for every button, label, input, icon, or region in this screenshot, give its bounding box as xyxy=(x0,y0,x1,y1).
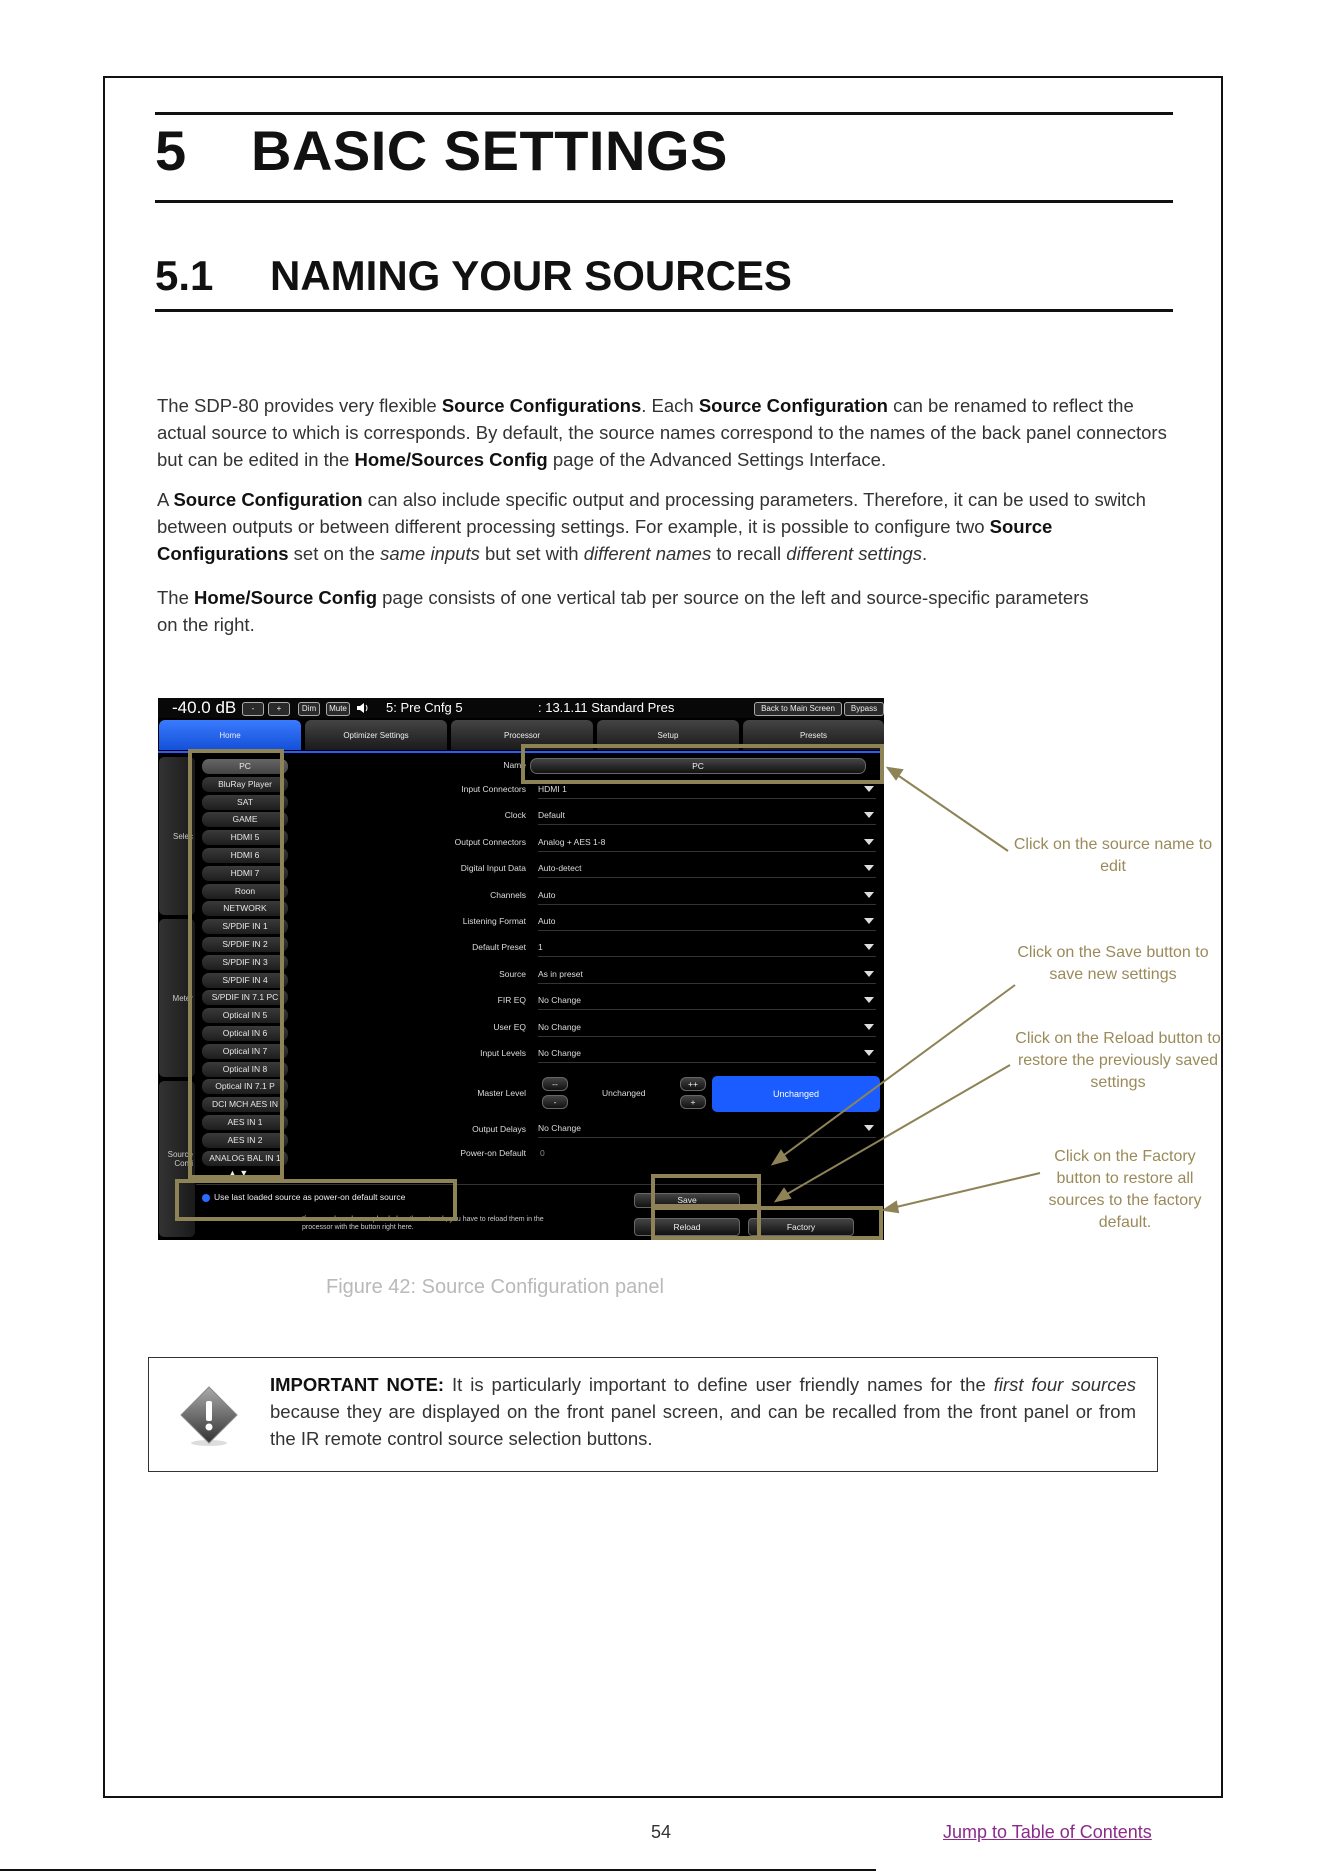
dim-button[interactable]: Dim xyxy=(298,702,320,716)
page-number: 54 xyxy=(651,1822,672,1842)
master-plus-plus-button[interactable]: ++ xyxy=(680,1077,706,1091)
master-minus-button[interactable]: - xyxy=(542,1095,568,1109)
source-item[interactable]: NETWORK xyxy=(202,901,288,916)
source-item[interactable]: Optical IN 6 xyxy=(202,1026,288,1041)
param-select[interactable]: No Change xyxy=(538,1018,876,1037)
source-item[interactable]: HDMI 5 xyxy=(202,830,288,845)
power-on-default-value: 0 xyxy=(540,1148,545,1158)
param-select[interactable]: No Change xyxy=(538,991,876,1010)
master-unchanged-button[interactable]: Unchanged xyxy=(712,1076,880,1112)
tab-processor[interactable]: Processor xyxy=(451,720,593,750)
param-label: User EQ xyxy=(493,1021,526,1032)
paragraph-1: The SDP-80 provides very flexible Source Configurations. Each Source Configuration can be renamed to reflect the actual source to which is corresponds. By default, the source names correspond to the names of the back panel connectors but can be edited in the Home/Sources Config page of the Advanced Settings Interface. xyxy=(157,395,1167,470)
volume-down-button[interactable]: - xyxy=(242,702,264,716)
save-button[interactable]: Save xyxy=(634,1193,740,1208)
param-label: Output Connectors xyxy=(454,836,526,847)
name-label: Name xyxy=(503,760,526,770)
source-item[interactable]: S/PDIF IN 7.1 PC xyxy=(202,990,288,1005)
param-label: Digital Input Data xyxy=(460,863,526,874)
source-item[interactable]: AES IN 1 xyxy=(202,1115,288,1130)
important-note xyxy=(148,1357,1158,1472)
source-item[interactable]: DCI MCH AES IN xyxy=(202,1097,288,1112)
source-item[interactable]: S/PDIF IN 2 xyxy=(202,937,288,952)
source-item[interactable]: SAT xyxy=(202,795,288,810)
volume-readout: -40.0 dB xyxy=(172,698,237,717)
output-delays-select[interactable]: No Change xyxy=(538,1119,876,1138)
param-select[interactable]: Auto xyxy=(538,912,876,931)
back-to-main-button[interactable]: Back to Main Screen xyxy=(754,702,842,716)
param-select[interactable]: HDMI 1 xyxy=(538,780,876,799)
source-item[interactable]: HDMI 7 xyxy=(202,866,288,881)
reload-info-text: If sources have been uploaded on the network, you have to reload them in the processor with the button right here. xyxy=(302,1216,544,1231)
scroll-arrows-icon[interactable]: ▲ ▼ xyxy=(228,1168,249,1178)
param-label: FIR EQ xyxy=(497,995,526,1006)
callout-reload: Click on the Reload button to restore the previously saved settings xyxy=(1015,1030,1221,1091)
source-item[interactable]: GAME xyxy=(202,812,288,827)
param-label: Listening Format xyxy=(462,916,526,926)
chapter-heading: 5 BASIC SETTINGS xyxy=(155,119,728,182)
figure-caption: Figure 42: Source Configuration panel xyxy=(326,1276,664,1298)
factory-button[interactable]: Factory xyxy=(748,1218,854,1236)
param-select[interactable]: As in preset xyxy=(538,965,876,984)
param-select[interactable]: No Change xyxy=(538,1044,876,1063)
param-select[interactable]: 1 xyxy=(538,938,876,957)
param-select[interactable]: Auto xyxy=(538,886,876,905)
master-plus-button[interactable]: + xyxy=(680,1095,706,1109)
callout-save: Click on the Save button to save new settings xyxy=(1017,944,1209,983)
tab-presets[interactable]: Presets xyxy=(743,720,884,750)
side-tab-source-config[interactable]: Source Confi xyxy=(159,1081,195,1237)
source-item[interactable]: PC xyxy=(202,759,288,774)
paragraph-2: A Source Configuration can also include specific output and processing parameters. Therefore, it can be used to switch between outputs or between different processing settings. For example, it is possible to configure two Source Configurations set on the same inputs but set with different names to recall different settings. xyxy=(157,489,1146,564)
param-label: Input Levels xyxy=(480,1048,526,1058)
param-select[interactable]: Default xyxy=(538,806,876,825)
source-item[interactable]: Optical IN 7 xyxy=(202,1044,288,1059)
callout-factory: Click on the Factory button to restore all sources to the factory default. xyxy=(1048,1148,1202,1231)
source-item[interactable]: Roon xyxy=(202,884,288,899)
param-label: Default Preset xyxy=(472,942,526,953)
master-level-label: Master Level xyxy=(477,1088,526,1098)
master-minus-minus-button[interactable]: -- xyxy=(542,1077,568,1091)
tab-setup[interactable]: Setup xyxy=(597,720,739,750)
bypass-button[interactable]: Bypass xyxy=(844,702,884,716)
source-item[interactable]: HDMI 6 xyxy=(202,848,288,863)
power-on-checkbox-label: Use last loaded source as power-on default source xyxy=(214,1192,406,1202)
param-select[interactable]: Auto-detect xyxy=(538,859,876,878)
source-name-field[interactable]: PC xyxy=(530,758,866,774)
source-item[interactable]: AES IN 2 xyxy=(202,1133,288,1148)
param-label: Source xyxy=(499,968,526,979)
source-item[interactable]: Optical IN 5 xyxy=(202,1008,288,1023)
note-text: IMPORTANT NOTE: It is particularly important to define user friendly names for the first four sources because they are displayed on the front panel screen, and can be recalled from the front panel or from the IR remote control source selection buttons. xyxy=(270,1374,1136,1449)
reload-button[interactable]: Reload xyxy=(634,1218,740,1236)
callout-source-name: Click on the source name to edit xyxy=(1013,836,1213,875)
source-item[interactable]: S/PDIF IN 3 xyxy=(202,955,288,970)
source-item[interactable]: Optical IN 8 xyxy=(202,1062,288,1077)
source-item[interactable]: S/PDIF IN 1 xyxy=(202,919,288,934)
output-delays-label: Output Delays xyxy=(472,1124,526,1134)
warning-icon xyxy=(179,1385,239,1445)
param-label: Clock xyxy=(504,810,526,821)
current-config: 5: Pre Cnfg 5 xyxy=(386,700,463,715)
param-select[interactable]: Analog + AES 1-8 xyxy=(538,833,876,852)
footer-rule xyxy=(0,1869,876,1871)
volume-up-button[interactable]: + xyxy=(268,702,290,716)
current-preset: : 13.1.11 Standard Pres xyxy=(538,700,675,715)
side-tab-meter[interactable]: Meter xyxy=(159,919,195,1077)
mute-button[interactable]: Mute xyxy=(326,702,350,716)
master-level-value: Unchanged xyxy=(602,1088,646,1098)
source-item[interactable]: S/PDIF IN 4 xyxy=(202,973,288,988)
section-heading: 5.1 NAMING YOUR SOURCES xyxy=(155,252,792,299)
side-tab-select[interactable]: Selec xyxy=(159,757,195,915)
paragraph-3: The Home/Source Config page consists of one vertical tab per source on the left and source-specific parameters on the right. xyxy=(157,587,1089,635)
tab-optimizer[interactable]: Optimizer Settings xyxy=(305,720,447,750)
source-item[interactable]: ANALOG BAL IN 1 xyxy=(202,1151,288,1166)
source-item[interactable]: Optical IN 7.1 P xyxy=(202,1079,288,1094)
param-label: Channels xyxy=(490,889,526,900)
tab-home[interactable]: Home xyxy=(159,720,301,750)
param-label: Input Connectors xyxy=(461,784,526,794)
toc-link[interactable]: Jump to Table of Contents xyxy=(943,1822,1152,1842)
power-on-default-label: Power-on Default xyxy=(460,1148,526,1158)
source-item[interactable]: BluRay Player xyxy=(202,777,288,792)
